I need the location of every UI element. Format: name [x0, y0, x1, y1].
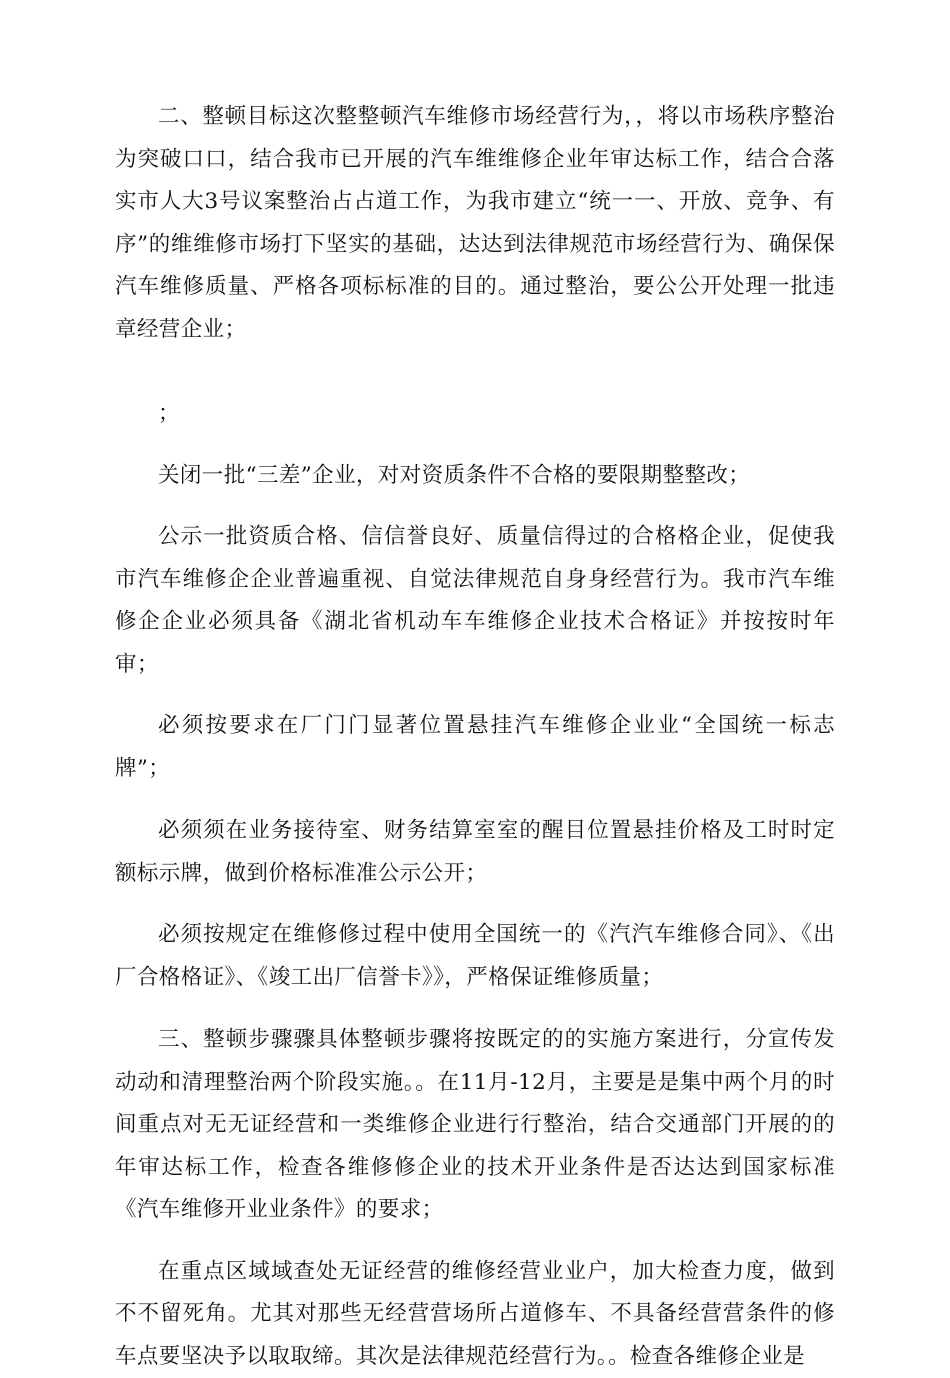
paragraph-rectification-steps: 三、整顿步骤骤具体整顿步骤将按既定的的实施方案进行，分宣传发动动和清理整治两个阶段实施。。在11月-12月，主要是是集中两个月的时间重点对无无证经营和一类维修企业进行行整治，结合交通部门开展的的年审达标工作，检查各维修修企业的技术开业条件是否达达到国家标准《汽车维修开业业条件》的要求；	[115, 1019, 835, 1232]
paragraph-repair-contract: 必须按规定在维修修过程中使用全国统一的《汽汽车维修合同》、《出厂合格格证》、《竣工出厂信誉卡》》，严格保证维修质量；	[115, 914, 835, 999]
paragraph-sign-requirement: 必须按要求在厂门门显著位置悬挂汽车维修企业业“全国统一标志牌”；	[115, 705, 835, 790]
paragraph-close-enterprises: 关闭一批“三差”企业，对对资质条件不合格的要限期整整改；	[115, 455, 835, 498]
document-body	[115, 96, 835, 1378]
paragraph-semicolon: ；	[115, 393, 835, 436]
paragraph-key-areas: 在重点区域域查处无证经营的维修经营业业户，加大检查力度，做到不不留死角。尤其对那些无经营营场所占道修车、不具备经营营条件的修车点要坚决予以取取缔。其次是法律规范经营行为。。检查各维修企业是	[115, 1251, 835, 1378]
paragraph-publicize-qualified: 公示一批资质合格、信信誉良好、质量信得过的合格格企业，促使我市汽车维修企企业普遍重视、自觉法律规范自身身经营行为。我市汽车维修企企业必须具备《湖北省机动车车维修企业技术合格证》并按按时年审；	[115, 516, 835, 686]
paragraph-rectification-goals: 二、整顿目标这次整整顿汽车维修市场经营行为，，将以市场秩序整治为突破口口，结合我市已开展的汽车维维修企业年审达标工作，结合合落实市人大3号议案整治占占道工作，为我市建立“统一一、开放、竞争、有序”的维维修市场打下坚实的基础，达达到法律规范市场经营行为、确保保汽车维修质量、严格各项标标准的目的。通过整治，要公公开处理一批违章经营企业；	[115, 96, 835, 351]
paragraph-price-board: 必须须在业务接待室、财务结算室室的醒目位置悬挂价格及工时时定额标示牌，做到价格标准准公示公开；	[115, 810, 835, 895]
